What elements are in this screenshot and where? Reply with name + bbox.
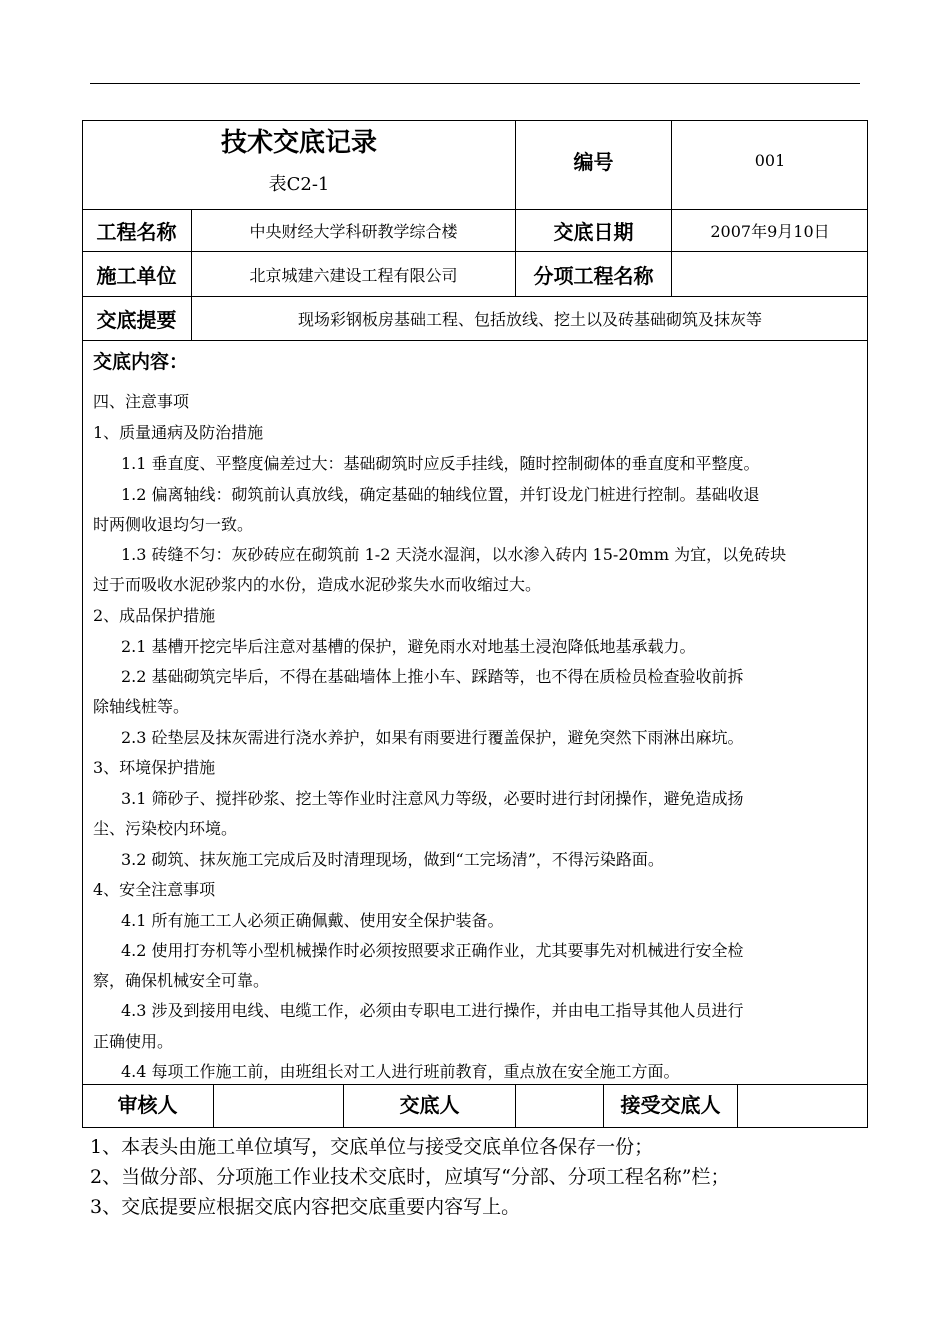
- project-name-value: 中央财经大学科研教学综合楼: [192, 210, 516, 252]
- content-line: 1.2 偏离轴线：砌筑前认真放线，确定基础的轴线位置，并钉设龙门桩进行控制。基础收退: [121, 485, 760, 504]
- number-label: 编号: [516, 120, 672, 210]
- content-line: 过于而吸收水泥砂浆内的水份，造成水泥砂浆失水而收缩过大。: [93, 575, 542, 594]
- content-line: 除轴线桩等。: [93, 697, 190, 716]
- footnote: 3、交底提要应根据交底内容把交底重要内容写上。: [90, 1196, 521, 1218]
- construction-unit-label: 施工单位: [82, 252, 192, 297]
- content-line: 3.1 筛砂子、搅拌砂浆、挖土等作业时注意风力等级，必要时进行封闭操作，避免造成扬: [121, 789, 744, 808]
- content-line: 尘、污染校内环境。: [93, 819, 238, 838]
- content-line: 察，确保机械安全可靠。: [93, 971, 270, 990]
- content-line: 4.1 所有施工工人必须正确佩戴、使用安全保护装备。: [121, 911, 504, 930]
- header-rule: [90, 83, 860, 84]
- content-line: 4.2 使用打夯机等小型机械操作时必须按照要求正确作业，尤其要事先对机械进行安全检: [121, 941, 744, 960]
- content-line: 4、安全注意事项: [93, 880, 216, 899]
- sub-project-label: 分项工程名称: [516, 252, 672, 297]
- content-line: 3、环境保护措施: [93, 758, 216, 777]
- summary-label: 交底提要: [82, 297, 192, 341]
- date-value: 2007年9月10日: [672, 210, 868, 252]
- project-name-label: 工程名称: [82, 210, 192, 252]
- receiver-label: 接受交底人: [604, 1084, 738, 1128]
- content-line: 1.3 砖缝不匀：灰砂砖应在砌筑前 1-2 天浇水湿润，以水渗入砖内 15-20mm 为宜，以免砖块: [121, 545, 787, 564]
- form-title: 技术交底记录: [220, 128, 377, 158]
- content-line: 4.4 每项工作施工前，由班组长对工人进行班前教育，重点放在安全施工方面。: [121, 1062, 680, 1081]
- content-line: 2.3 砼垫层及抹灰需进行浇水养护，如果有雨要进行覆盖保护，避免突然下雨淋出麻坑。: [121, 728, 744, 747]
- content-heading: 交底内容：: [93, 351, 189, 373]
- form-number: 表C2-1: [268, 174, 330, 195]
- receiver-signature: [738, 1084, 868, 1128]
- content-line: 正确使用。: [93, 1032, 174, 1051]
- content-line: 1.1 垂直度、平整度偏差过大：基础砌筑时应反手挂线，随时控制砌体的垂直度和平整度。: [121, 454, 760, 473]
- disclosure-content: [82, 341, 868, 1084]
- footnote: 1、本表头由施工单位填写，交底单位与接受交底单位各保存一份；: [90, 1136, 654, 1158]
- reviewer-label: 审核人: [82, 1084, 214, 1128]
- discloser-signature: [516, 1084, 604, 1128]
- content-line: 四、注意事项: [93, 392, 190, 411]
- discloser-label: 交底人: [344, 1084, 516, 1128]
- footnote: 2、当做分部、分项施工作业技术交底时，应填写“分部、分项工程名称”栏；: [90, 1166, 730, 1188]
- content-line: 1、质量通病及防治措施: [93, 423, 264, 442]
- content-line: 3.2 砌筑、抹灰施工完成后及时清理现场，做到“工完场清”，不得污染路面。: [121, 850, 664, 869]
- date-label: 交底日期: [516, 210, 672, 252]
- content-line: 2、成品保护措施: [93, 606, 216, 625]
- title-cell: [82, 120, 516, 210]
- number-value: 001: [672, 120, 868, 210]
- construction-unit-value: 北京城建六建设工程有限公司: [192, 252, 516, 297]
- content-line: 4.3 涉及到接用电线、电缆工作，必须由专职电工进行操作，并由电工指导其他人员进行: [121, 1001, 744, 1020]
- content-line: 2.1 基槽开挖完毕后注意对基槽的保护，避免雨水对地基土浸泡降低地基承载力。: [121, 637, 696, 656]
- summary-value: 现场彩钢板房基础工程、包括放线、挖土以及砖基础砌筑及抹灰等: [192, 297, 868, 341]
- sub-project-value: [672, 252, 868, 297]
- content-line: 时两侧收退均匀一致。: [93, 515, 254, 534]
- reviewer-signature: [214, 1084, 344, 1128]
- content-line: 2.2 基础砌筑完毕后，不得在基础墙体上推小车、踩踏等，也不得在质检员检查验收前拆: [121, 667, 744, 686]
